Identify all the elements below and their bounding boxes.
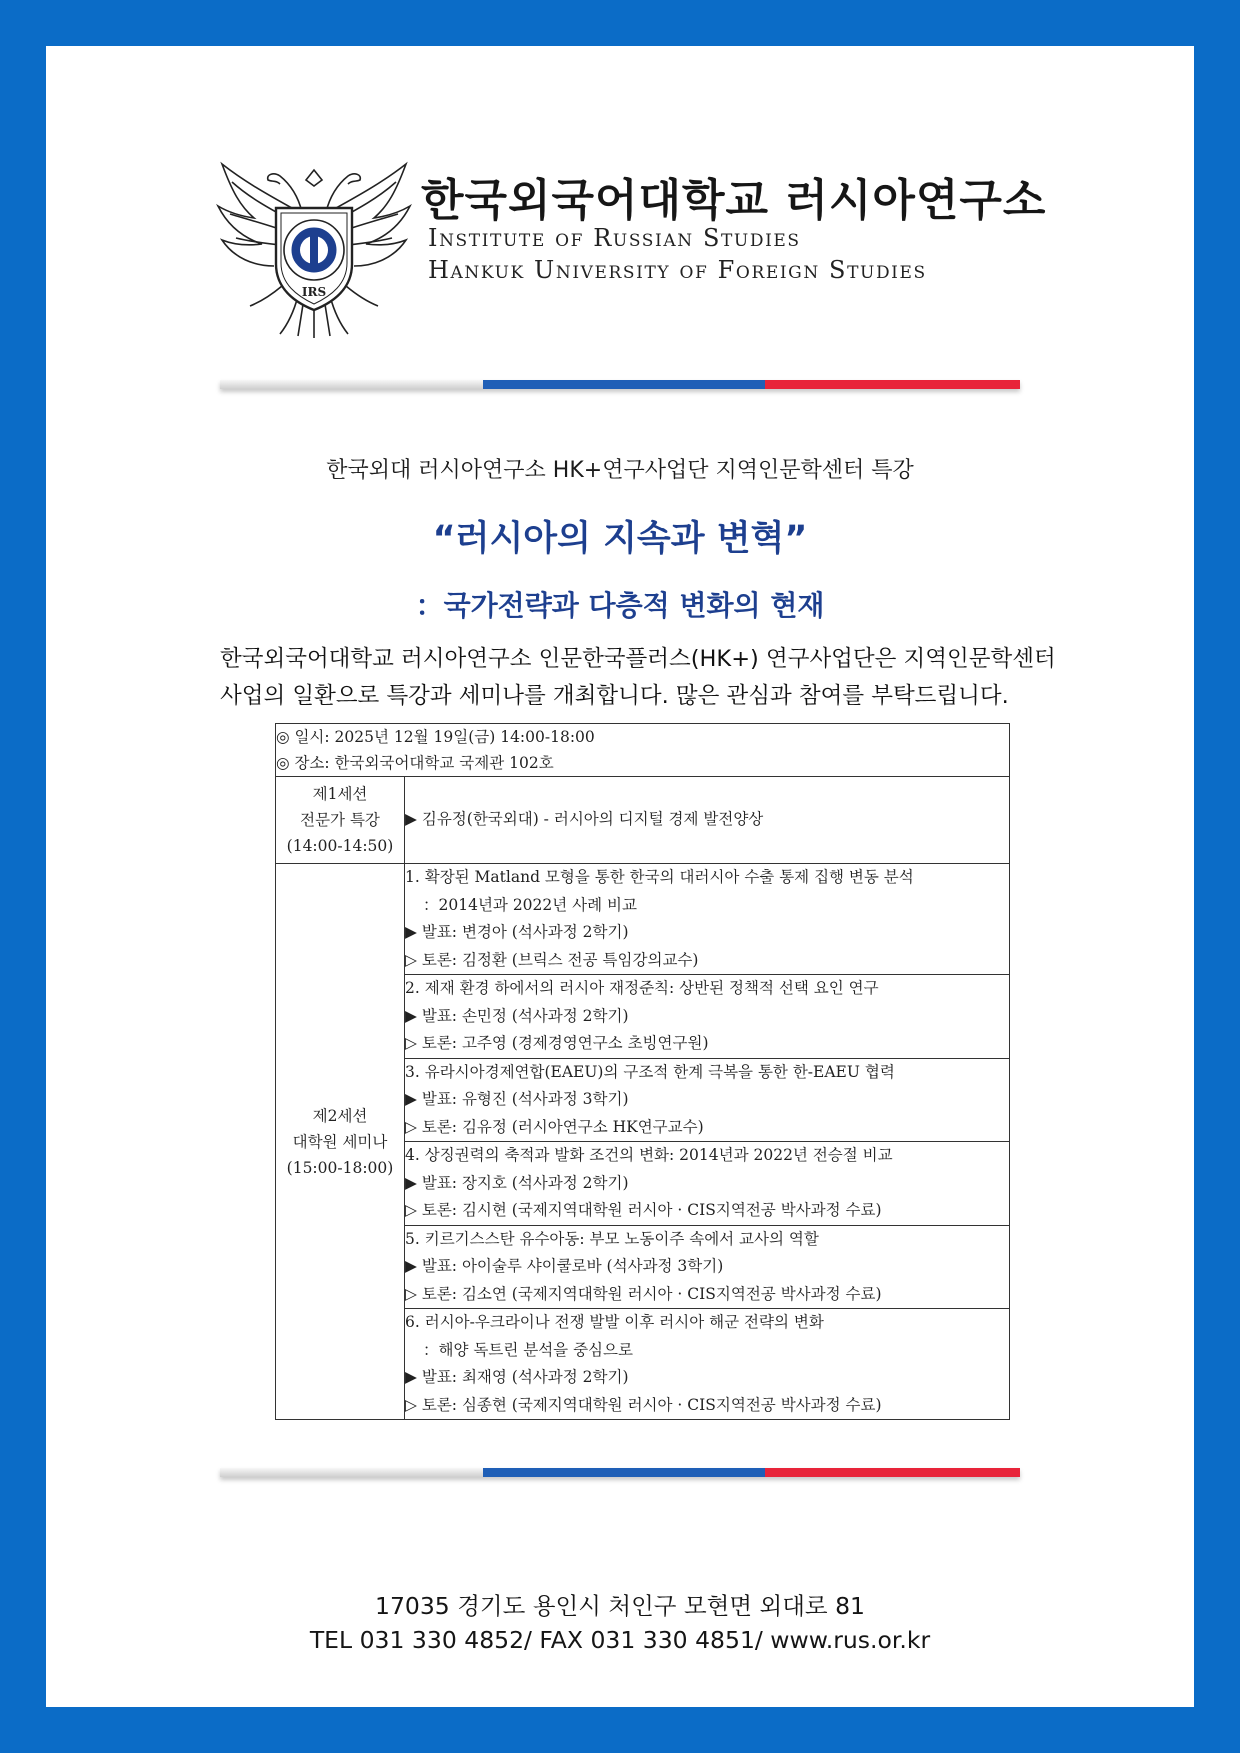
intro-line-1: 한국외국어대학교 러시아연구소 인문한국플러스(HK+) 연구사업단은 지역인문학센터: [220, 646, 1056, 672]
organizer-line: 한국외대 러시아연구소 HK+연구사업단 지역인문학센터 특강: [326, 458, 914, 483]
talk-1-presenter: ▶ 발표: 변경아 (석사과정 2학기): [405, 923, 629, 941]
talk-2: [405, 975, 1010, 1059]
session1-type: 전문가 특강: [300, 811, 380, 829]
org-name-kr: 한국외국어대학교 러시아연구소: [421, 175, 1047, 226]
session2-time: (15:00-18:00): [286, 1158, 394, 1177]
session1-speaker: ▶ 김유정(한국외대) - 러시아의 디지털 경제 발전양상: [405, 810, 764, 829]
talk-3-presenter: ▶ 발표: 유형진 (석사과정 3학기): [405, 1090, 629, 1108]
talk-4-presenter: ▶ 발표: 장지호 (석사과정 2학기): [405, 1173, 629, 1192]
talk-5-title: 5. 키르기스스탄 유수아동: 부모 노동이주 속에서 교사의 역할: [405, 1229, 819, 1248]
tricolor-divider-top: [220, 380, 1020, 389]
poster-page: [46, 46, 1194, 1707]
talk-6-presenter: ▶ 발표: 최재영 (석사과정 2학기): [405, 1368, 629, 1386]
talk-1-discussant: ▷ 토론: 김정환 (브릭스 전공 특임강의교수): [405, 950, 699, 969]
session1-name: 제1세션: [312, 785, 368, 803]
session2-type: 대학원 세미나: [292, 1132, 388, 1151]
schedule-info-row: [276, 724, 1010, 777]
talk-1: [405, 864, 1010, 975]
talk-2-presenter: ▶ 발표: 손민정 (석사과정 2학기): [405, 1006, 629, 1025]
org-name-en-line2: Hankuk University of Foreign Studies: [428, 256, 927, 284]
talk-5-presenter: ▶ 발표: 아이술루 샤이쿨로바 (석사과정 3학기): [405, 1257, 724, 1275]
footer-contact: TEL 031 330 4852/ FAX 031 330 4851/ www.rus.or.kr: [309, 1626, 931, 1654]
event-subtitle: ：국가전략과 다층적 변화의 현재: [415, 589, 825, 622]
session1-label: [276, 777, 405, 864]
talk-6: [405, 1309, 1010, 1420]
talk-2-title: 2. 제재 환경 하에서의 러시아 재정준칙: 상반된 정책적 선택 요인 연구: [405, 979, 879, 997]
tricolor-divider-bottom: [220, 1468, 1020, 1477]
emblem-text: IRS: [301, 285, 327, 299]
talk-5-discussant: ▷ 토론: 김소연 (국제지역대학원 러시아 · CIS지역전공 박사과정 수료): [405, 1284, 882, 1303]
schedule-table: [275, 723, 1010, 1420]
talk-4: [405, 1142, 1010, 1226]
session1-detail-cell: [405, 777, 1010, 864]
talk-1-title-cont: ：2014년과 2022년 사례 비교: [423, 895, 637, 914]
session2-talk-1-row: [276, 864, 1010, 975]
session1-time: (14:00-14:50): [286, 837, 394, 855]
irs-emblem-logo: [210, 146, 418, 342]
talk-3-title: 3. 유라시아경제연합(EAEU)의 구조적 한계 극복을 통한 한-EAEU 협력: [405, 1062, 895, 1081]
event-date: ◎ 일시: 2025년 12월 19일(금) 14:00-18:00: [276, 728, 595, 746]
event-place: ◎ 장소: 한국외국어대학교 국제관 102호: [276, 754, 554, 772]
session2-label: [276, 864, 405, 1420]
org-name-en-line1: Institute of Russian Studies: [428, 224, 801, 252]
session1-row: [276, 777, 1010, 864]
talk-1-title: 1. 확장된 Matland 모형을 통한 한국의 대러시아 수출 통제 집행 변동 분석: [405, 868, 914, 886]
talk-6-title-cont: ：해양 독트린 분석을 중심으로: [423, 1340, 633, 1359]
talk-3: [405, 1058, 1010, 1142]
session2-name: 제2세션: [312, 1106, 368, 1125]
talk-2-discussant: ▷ 토론: 고주영 (경제경영연구소 초빙연구원): [405, 1034, 709, 1052]
talk-5: [405, 1225, 1010, 1309]
talk-6-discussant: ▷ 토론: 심종현 (국제지역대학원 러시아 · CIS지역전공 박사과정 수료): [405, 1395, 882, 1414]
talk-3-discussant: ▷ 토론: 김유정 (러시아연구소 HK연구교수): [405, 1117, 704, 1136]
intro-line-2: 사업의 일환으로 특강과 세미나를 개최합니다. 많은 관심과 참여를 부탁드립니다.: [220, 683, 1009, 709]
talk-4-discussant: ▷ 토론: 김시현 (국제지역대학원 러시아 · CIS지역전공 박사과정 수료): [405, 1201, 882, 1219]
talk-6-title: 6. 러시아-우크라이나 전쟁 발발 이후 러시아 해군 전략의 변화: [405, 1313, 824, 1331]
talk-4-title: 4. 상징권력의 축적과 발화 조건의 변화: 2014년과 2022년 전승절 비교: [405, 1146, 893, 1164]
footer-address: 17035 경기도 용인시 처인구 모현면 외대로 81: [375, 1592, 865, 1620]
event-title: “러시아의 지속과 변혁”: [432, 519, 808, 559]
